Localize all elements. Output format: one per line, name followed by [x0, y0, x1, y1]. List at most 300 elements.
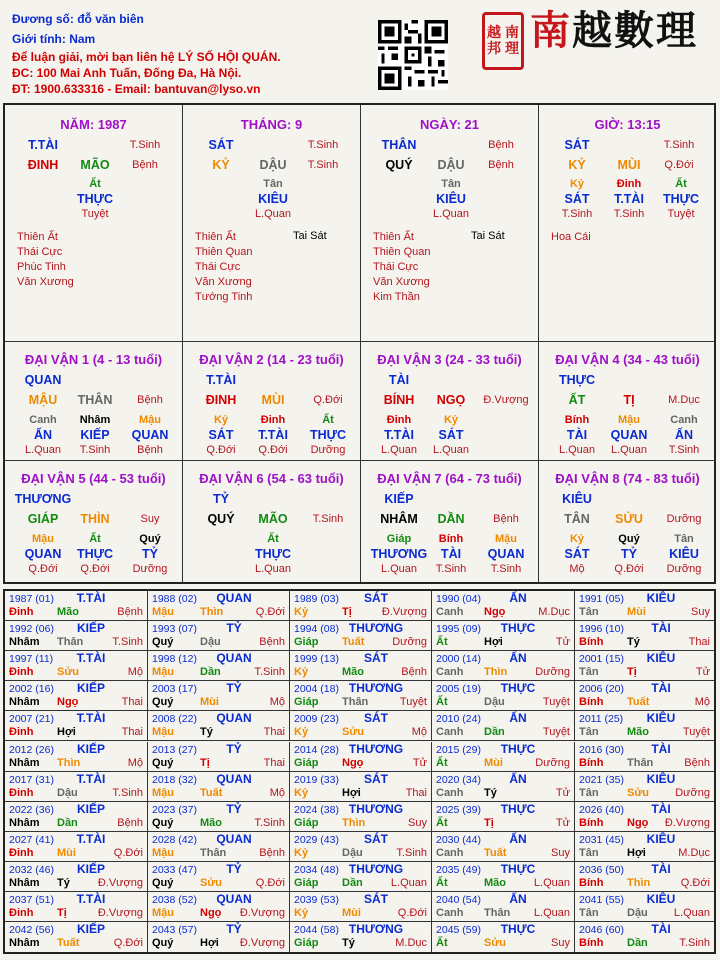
annual-cycle: Đ.Vượng — [239, 937, 285, 950]
annual-stem: Đinh — [9, 726, 34, 739]
annual-god: THƯƠNG — [348, 861, 404, 876]
hidden-god: SÁT — [438, 428, 464, 442]
annual-branch: Sửu — [57, 666, 80, 679]
annual-cycle: Thai — [263, 726, 285, 739]
annual-cell[interactable] — [575, 832, 714, 862]
annual-year: 2001 (15) — [579, 653, 624, 666]
annual-cell[interactable] — [148, 802, 290, 832]
annual-cell[interactable] — [290, 621, 432, 651]
annual-cycle: Q.Đới — [680, 876, 710, 889]
seal-stamp: 越 南 邦 理 — [482, 12, 524, 70]
annual-year: 2002 (16) — [9, 683, 54, 696]
annual-branch: Dậu — [200, 636, 221, 649]
annual-year: 1994 (08) — [294, 623, 339, 636]
earthly-branch: DẬU — [259, 158, 287, 172]
luck-title: ĐẠI VẬN 7 (64 - 73 tuổi) — [377, 471, 522, 486]
annual-cycle: Tử — [555, 636, 570, 649]
annual-stem: Bính — [579, 636, 604, 649]
hidden-stem: Canh — [29, 414, 57, 426]
annual-cell[interactable] — [432, 651, 575, 681]
branch-cycle: Bệnh — [137, 394, 163, 406]
annual-stem: Quý — [152, 816, 174, 829]
hidden-stem: Kỷ — [569, 178, 585, 190]
annual-stem: Bính — [579, 937, 604, 950]
annual-cell[interactable] — [575, 772, 714, 802]
hidden-stem: Mậu — [495, 533, 517, 545]
hidden-god: TÀI — [566, 428, 588, 442]
stem-cycle: T.Sinh — [307, 139, 339, 151]
annual-stem: Đinh — [9, 606, 34, 618]
annual-cycle: Tuyệt — [542, 696, 570, 709]
hidden-cycle: Bệnh — [137, 444, 163, 456]
annual-god: TÀI — [651, 621, 671, 636]
annual-cell[interactable] — [5, 621, 148, 651]
hidden-god: THỰC — [662, 192, 700, 206]
annual-cell[interactable] — [575, 711, 714, 741]
annual-cell[interactable] — [290, 772, 432, 802]
annual-stem: Kỷ — [294, 726, 309, 739]
hidden-god: T.TÀI — [258, 428, 288, 442]
annual-year: 2012 (26) — [9, 743, 54, 756]
address-line: ĐC: 100 Mai Anh Tuấn, Đống Đa, Hà Nội. — [12, 66, 242, 80]
annual-cycle: Suy — [408, 816, 427, 829]
annual-stem: Tân — [579, 786, 599, 799]
annual-stem: Mậu — [152, 606, 174, 618]
annual-god: KIÊU — [646, 892, 676, 906]
hidden-cycle: L.Quan — [558, 444, 596, 456]
annual-cell[interactable] — [148, 621, 290, 651]
annual-cell[interactable] — [148, 651, 290, 681]
annual-cell[interactable] — [432, 621, 575, 651]
annual-god: KIÊU — [646, 831, 676, 846]
annual-year: 2007 (21) — [9, 713, 54, 726]
annual-stem: Nhâm — [9, 816, 40, 829]
hidden-cycle: Q.Đới — [28, 563, 58, 575]
annual-branch: Tị — [342, 606, 352, 618]
annual-cycle: T.Sinh — [396, 846, 427, 859]
qr-code-icon[interactable] — [378, 20, 448, 90]
stem-god: TÀI — [388, 373, 410, 387]
hidden-cycle: Dưỡng — [310, 444, 346, 456]
annual-cell[interactable] — [290, 802, 432, 832]
earthly-branch: MÙI — [261, 393, 285, 407]
heavenly-stem: ĐINH — [27, 158, 59, 172]
hidden-stem: Ất — [675, 178, 687, 190]
annual-branch: Sửu — [342, 726, 365, 739]
annual-branch: Thân — [200, 846, 227, 859]
annual-cell[interactable] — [5, 802, 148, 832]
annual-branch: Dậu — [484, 696, 505, 709]
hidden-cycle: Q.Đới — [80, 563, 110, 575]
stem-god: THÂN — [381, 138, 417, 152]
annual-branch: Ngọ — [484, 606, 506, 618]
annual-cell[interactable] — [575, 621, 714, 651]
annual-cycle: Bệnh — [401, 666, 427, 679]
annual-cell[interactable] — [5, 742, 148, 772]
annual-stem: Mậu — [152, 666, 174, 679]
annual-year: 2004 (18) — [294, 683, 339, 696]
annual-cycle: Suy — [551, 937, 570, 950]
annual-stem: Nhâm — [9, 636, 40, 649]
annual-stem: Đinh — [9, 786, 34, 799]
hidden-god: SÁT — [564, 192, 590, 206]
star-item: Hoa Cái — [551, 231, 591, 243]
annual-year: 2023 (37) — [152, 803, 197, 816]
annual-god: KIÊU — [646, 591, 676, 605]
annual-branch: Thân — [342, 696, 369, 709]
hidden-god: THỰC — [76, 547, 114, 561]
annual-year: 1987 (01) — [9, 593, 54, 605]
annual-stem: Kỷ — [294, 907, 309, 919]
annual-god: TÀI — [651, 741, 671, 756]
annual-cell[interactable] — [148, 922, 290, 952]
annual-god: TÀI — [651, 922, 671, 937]
annual-cell[interactable] — [5, 922, 148, 952]
pillar-cell — [539, 105, 716, 342]
annual-branch: Thìn — [57, 756, 81, 769]
hidden-god: KIÊU — [258, 192, 288, 206]
annual-stem: Quý — [152, 756, 174, 769]
star-item: Thái Cực — [195, 261, 241, 273]
annual-god: THƯƠNG — [348, 621, 404, 636]
annual-cell[interactable] — [148, 742, 290, 772]
annual-year: 2044 (58) — [294, 924, 339, 937]
annual-stem: Canh — [436, 606, 464, 618]
star-item: Thiên Quan — [373, 246, 431, 258]
annual-cell[interactable] — [432, 591, 575, 621]
annual-cell[interactable] — [148, 862, 290, 892]
annual-branch: Tuất — [57, 937, 80, 950]
annual-cycle: Tử — [555, 786, 570, 799]
annual-stem: Ất — [436, 756, 448, 769]
annual-year: 2009 (23) — [294, 713, 339, 726]
annual-stem: Quý — [152, 636, 174, 649]
annual-stem: Ất — [436, 937, 448, 950]
annual-god: TỶ — [226, 922, 242, 937]
annual-year: 2030 (44) — [436, 833, 481, 846]
star-list — [195, 230, 252, 305]
annual-god: SÁT — [364, 831, 388, 846]
star-item: Thái Cực — [373, 261, 419, 273]
annual-cell[interactable] — [148, 772, 290, 802]
annual-god: QUAN — [216, 711, 252, 726]
annual-god: TỶ — [226, 741, 242, 756]
annual-god: THỰC — [500, 801, 536, 816]
annual-branch: Thìn — [627, 876, 651, 889]
annual-cell[interactable] — [5, 862, 148, 892]
hidden-god: ẤN — [674, 428, 694, 442]
annual-cell[interactable] — [575, 922, 714, 952]
annual-cell[interactable] — [432, 772, 575, 802]
annual-stem: Canh — [436, 786, 464, 799]
annual-year: 2045 (59) — [436, 924, 481, 937]
branch-cycle: T.Sinh — [307, 159, 339, 171]
annual-branch: Mão — [484, 876, 506, 889]
annual-cycle: Q.Đới — [113, 937, 143, 950]
hidden-cycle: L.Quan — [254, 208, 292, 220]
heavenly-stem: ẤT — [568, 393, 586, 407]
annual-cell[interactable] — [575, 892, 714, 922]
annual-branch: Mùi — [57, 846, 76, 859]
annual-year: 1993 (07) — [152, 623, 197, 636]
annual-god: ẤN — [509, 591, 527, 605]
hidden-stem: Mậu — [32, 533, 54, 545]
annual-god: T.TÀI — [76, 831, 106, 846]
annual-branch: Mùi — [342, 907, 361, 919]
annual-branch: Tý — [57, 876, 70, 889]
annual-cell[interactable] — [148, 591, 290, 621]
hidden-cycle: L.Quan — [432, 208, 470, 220]
annual-cycle: Dưỡng — [535, 666, 570, 679]
luck-pillar-cell — [361, 342, 539, 461]
annual-cell[interactable] — [432, 742, 575, 772]
annual-cycle: Thai — [405, 786, 427, 799]
hidden-cycle: T.Sinh — [79, 444, 111, 456]
earthly-branch: THÂN — [77, 393, 113, 407]
annual-cell[interactable] — [290, 922, 432, 952]
annual-cell[interactable] — [5, 591, 148, 621]
annual-cell[interactable] — [575, 742, 714, 772]
annual-cell[interactable] — [432, 802, 575, 832]
annual-year: 1991 (05) — [579, 593, 624, 605]
annual-cell[interactable] — [290, 832, 432, 862]
annual-cell[interactable] — [5, 892, 148, 922]
annual-year: 2013 (27) — [152, 743, 197, 756]
annual-cell[interactable] — [432, 892, 575, 922]
annual-cycle: Bệnh — [117, 816, 143, 829]
annual-cycle: Q.Đới — [255, 876, 285, 889]
annual-god: KIÊU — [646, 711, 676, 726]
annual-cell[interactable] — [575, 802, 714, 832]
pillar-title: NGÀY: 21 — [420, 117, 479, 132]
branch-cycle: Q.Đới — [313, 394, 343, 406]
annual-stem: Ất — [436, 816, 448, 829]
annual-cell[interactable] — [148, 832, 290, 862]
hidden-cycle: Q.Đới — [614, 563, 644, 575]
annual-cell[interactable] — [432, 862, 575, 892]
annual-cell[interactable] — [575, 862, 714, 892]
annual-year: 2025 (39) — [436, 803, 481, 816]
annual-branch: Dậu — [342, 846, 363, 859]
annual-year: 2037 (51) — [9, 894, 54, 906]
hidden-cycle: T.Sinh — [435, 563, 467, 575]
annual-branch: Ngọ — [200, 907, 222, 919]
star-item: Thái Cực — [17, 246, 63, 258]
hidden-cycle: L.Quan — [610, 444, 648, 456]
annual-cell[interactable] — [148, 711, 290, 741]
annual-cell[interactable] — [290, 862, 432, 892]
annual-stem: Giáp — [294, 876, 319, 889]
earthly-branch: SỬU — [615, 512, 643, 526]
hidden-cycle: L.Quan — [432, 444, 470, 456]
annual-stem: Mậu — [152, 846, 174, 859]
annual-stem: Kỷ — [294, 846, 309, 859]
annual-cell[interactable] — [5, 772, 148, 802]
annual-cell[interactable] — [5, 711, 148, 741]
hidden-stem: Ất — [89, 533, 101, 545]
star-item: Kim Thần — [373, 291, 420, 303]
annual-branch: Sửu — [200, 876, 223, 889]
pillar-title: NĂM: 1987 — [60, 117, 127, 132]
annual-stem: Đinh — [9, 846, 34, 859]
annual-cell[interactable] — [290, 892, 432, 922]
stem-god: T.TÀI — [28, 138, 58, 152]
star-item: Thiên Quan — [195, 246, 253, 258]
hidden-cycle: T.Sinh — [668, 444, 700, 456]
annual-branch: Mão — [57, 606, 79, 618]
luck-pillar-cell — [361, 461, 539, 582]
star-list — [551, 230, 591, 245]
hidden-god: SÁT — [208, 428, 234, 442]
hidden-cycle: Mộ — [569, 563, 585, 575]
annual-year: 2039 (53) — [294, 894, 339, 906]
annual-luck-table — [3, 589, 716, 954]
annual-stem: Kỷ — [294, 666, 309, 679]
annual-god: TỶ — [226, 621, 242, 636]
heavenly-stem: KỶ — [212, 158, 230, 172]
annual-cell[interactable] — [5, 832, 148, 862]
star-item: Văn Xương — [17, 276, 74, 288]
annual-year: 2016 (30) — [579, 743, 624, 756]
hidden-god: THƯƠNG — [370, 547, 428, 561]
annual-cell[interactable] — [432, 711, 575, 741]
annual-cycle: M.Dục — [395, 937, 427, 950]
annual-cycle: Bệnh — [259, 636, 285, 649]
annual-stem: Tân — [579, 726, 599, 739]
star-list — [17, 230, 74, 290]
brand-logo: 南越數理 — [530, 7, 698, 54]
annual-cell[interactable] — [432, 681, 575, 711]
annual-branch: Dần — [57, 816, 78, 829]
annual-stem: Kỷ — [294, 786, 309, 799]
annual-cell[interactable] — [290, 681, 432, 711]
annual-cycle: L.Quan — [533, 907, 570, 919]
annual-god: QUAN — [216, 651, 252, 666]
annual-stem: Giáp — [294, 937, 319, 950]
annual-cell[interactable] — [5, 681, 148, 711]
stem-god: THỰC — [558, 373, 596, 387]
annual-year: 2031 (45) — [579, 833, 624, 846]
hidden-cycle: L.Quan — [380, 444, 418, 456]
annual-god: QUAN — [216, 771, 252, 786]
hidden-god: T.TÀI — [384, 428, 414, 442]
annual-cycle: Dưỡng — [392, 636, 427, 649]
annual-cell[interactable] — [575, 681, 714, 711]
annual-year: 2005 (19) — [436, 683, 481, 696]
annual-branch: Thân — [57, 636, 84, 649]
annual-stem: Bính — [579, 756, 604, 769]
annual-cell[interactable] — [290, 711, 432, 741]
annual-cell[interactable] — [148, 681, 290, 711]
annual-god: TÀI — [651, 681, 671, 696]
annual-god: T.TÀI — [76, 651, 106, 666]
annual-stem: Tân — [579, 907, 599, 919]
annual-branch: Thìn — [342, 816, 366, 829]
annual-cell[interactable] — [575, 591, 714, 621]
annual-stem: Giáp — [294, 816, 319, 829]
annual-cycle: Suy — [551, 846, 570, 859]
annual-branch: Thân — [627, 756, 654, 769]
annual-stem: Ất — [436, 696, 448, 709]
annual-branch: Ngọ — [627, 816, 649, 829]
annual-cell[interactable] — [290, 591, 432, 621]
annual-cell[interactable] — [5, 651, 148, 681]
owner-name: Đương số: đỗ văn biên — [12, 12, 144, 26]
annual-stem: Nhâm — [9, 876, 40, 889]
annual-god: ẤN — [509, 711, 527, 726]
hidden-stem: Tân — [674, 533, 694, 545]
annual-god: QUAN — [216, 892, 252, 906]
hidden-stem: Tân — [263, 178, 283, 190]
annual-cycle: Đ.Vượng — [381, 606, 427, 618]
hidden-god: SÁT — [564, 547, 590, 561]
annual-cell[interactable] — [432, 922, 575, 952]
annual-stem: Mậu — [152, 786, 174, 799]
heavenly-stem: BÍNH — [383, 393, 415, 407]
annual-branch: Thìn — [484, 666, 508, 679]
annual-branch: Dần — [200, 666, 221, 679]
annual-cycle: Mộ — [127, 756, 143, 769]
annual-cycle: Thai — [688, 636, 710, 649]
contact-line: Để luận giải, mời bạn liên hệ LÝ SỐ HỘI QUÁN. — [12, 50, 281, 64]
annual-cell[interactable] — [290, 651, 432, 681]
annual-branch: Tị — [57, 907, 67, 919]
hidden-stem: Kỷ — [569, 533, 585, 545]
branch-cycle: Bệnh — [132, 159, 158, 171]
annual-cycle: Thai — [121, 726, 143, 739]
annual-god: SÁT — [364, 591, 388, 605]
earthly-branch: MÃO — [80, 158, 110, 172]
annual-stem: Đinh — [9, 666, 34, 679]
hidden-cycle: T.Sinh — [561, 208, 593, 220]
annual-branch: Ngọ — [57, 696, 79, 709]
annual-year: 2019 (33) — [294, 773, 339, 786]
phone-email-line: ĐT: 1900.633316 - Email: bantuvan@lyso.vn — [12, 82, 261, 96]
annual-year: 2018 (32) — [152, 773, 197, 786]
annual-cell[interactable] — [575, 651, 714, 681]
stem-cycle: T.Sinh — [663, 139, 695, 151]
heavenly-stem: KỶ — [568, 158, 586, 172]
annual-cycle: T.Sinh — [254, 816, 285, 829]
hidden-god: KIÊU — [669, 547, 699, 561]
chart-header — [0, 0, 720, 100]
annual-god: THỰC — [500, 861, 536, 876]
annual-god: T.TÀI — [76, 711, 106, 726]
annual-stem: Giáp — [294, 636, 319, 649]
annual-branch: Tý — [484, 786, 497, 799]
annual-cycle: T.Sinh — [112, 786, 143, 799]
annual-cell[interactable] — [432, 832, 575, 862]
heavenly-stem: NHÂM — [380, 512, 418, 526]
annual-god: THỰC — [500, 621, 536, 636]
annual-god: T.TÀI — [76, 771, 106, 786]
annual-year: 2032 (46) — [9, 863, 54, 876]
annual-branch: Hợi — [342, 786, 361, 799]
annual-god: KIẾP — [76, 741, 106, 756]
annual-cycle: Tử — [412, 756, 427, 769]
star-item: Văn Xương — [373, 276, 430, 288]
annual-cell[interactable] — [290, 742, 432, 772]
annual-cycle: Thai — [263, 756, 285, 769]
annual-god: TỶ — [226, 861, 242, 876]
stem-cycle: T.Sinh — [129, 139, 161, 151]
annual-god: T.TÀI — [76, 591, 106, 605]
annual-branch: Dần — [627, 937, 648, 950]
hidden-god: THỰC — [254, 547, 292, 561]
stem-god: SÁT — [208, 138, 234, 152]
annual-stem: Canh — [436, 907, 464, 919]
annual-cell[interactable] — [148, 892, 290, 922]
